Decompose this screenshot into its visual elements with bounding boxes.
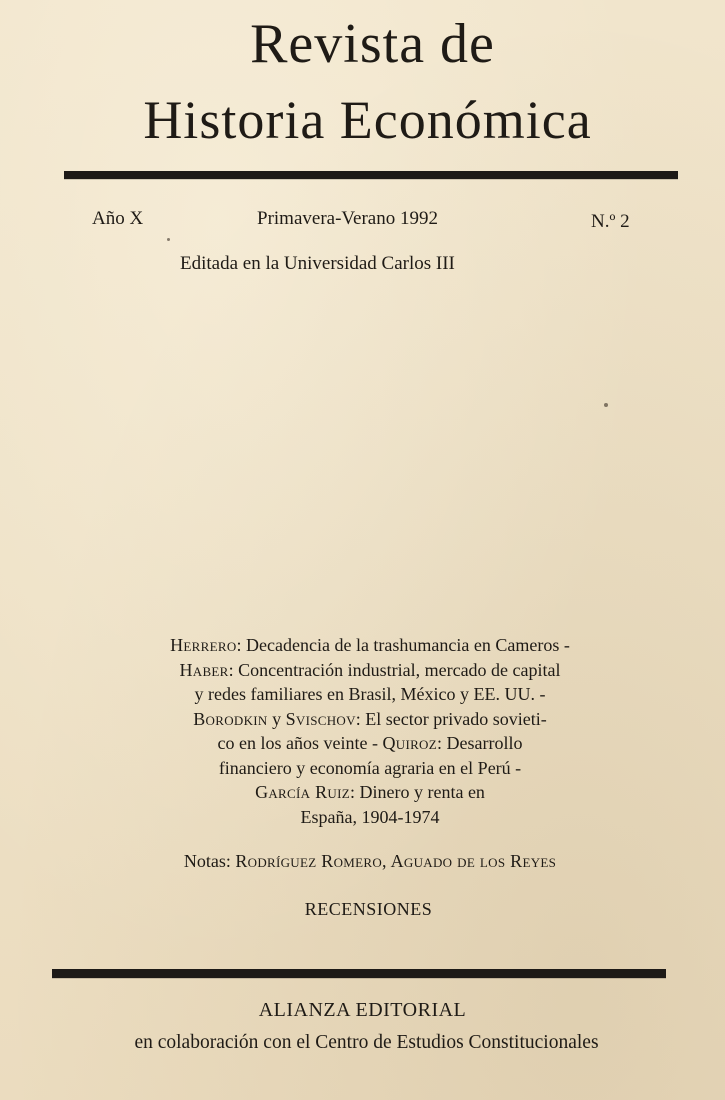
contents-line [60, 682, 680, 707]
contents-author: Herrero [170, 635, 237, 655]
notes-line [60, 849, 680, 873]
contents-text: : Desarrollo [437, 733, 523, 753]
journal-title-line2: Historia Económica [143, 90, 592, 150]
contents-line [60, 633, 680, 658]
reviews-heading: RECENSIONES [304, 899, 433, 919]
issue-year: Año X [92, 208, 144, 229]
contents-author: Borodkin [193, 708, 268, 729]
issue-season: Primavera-Verano 1992 [257, 208, 438, 229]
contents-text: co en los años veinte - [217, 733, 383, 753]
contents-author: García Ruiz [255, 782, 350, 802]
contents-line [60, 658, 680, 683]
contents-line [60, 756, 680, 781]
paper-speck [167, 238, 170, 241]
collaboration-line: en colaboración con el Centro de Estudios Constitucionales [134, 1032, 599, 1053]
contents-line [60, 805, 680, 830]
contents-author: Haber [179, 659, 229, 680]
contents-line [60, 707, 680, 732]
contents-line [60, 780, 680, 805]
journal-title-line1: Revista de [250, 13, 495, 75]
notes-authors: Rodríguez Romero, Aguado de los Reyes [235, 851, 557, 871]
contents-text: : Decadencia de la trashumancia en Cameros - [236, 635, 570, 655]
notes-label: Notas: [183, 851, 236, 871]
contents-text: España, 1904-1974 [300, 806, 440, 827]
table-of-contents [60, 633, 680, 829]
contents-author: Svischov [285, 708, 356, 729]
edited-by-line: Editada en la Universidad Carlos III [180, 253, 455, 274]
bottom-rule [52, 969, 666, 978]
contents-text: y redes familiares en Brasil, México y EE. UU. - [194, 684, 546, 704]
contents-author: Quiroz [382, 733, 437, 753]
issue-number: N.º 2 [591, 211, 630, 232]
publisher-name: ALIANZA EDITORIAL [258, 999, 467, 1021]
contents-text: : El sector privado sovieti- [355, 708, 547, 729]
contents-text: y [267, 708, 286, 729]
paper-speck [604, 403, 608, 407]
contents-text: : Concentración industrial, mercado de capital [228, 659, 561, 680]
contents-text: financiero y economía agraria en el Perú - [218, 757, 522, 778]
contents-line [60, 731, 680, 756]
top-rule [64, 171, 678, 179]
contents-text: : Dinero y renta en [349, 782, 485, 802]
